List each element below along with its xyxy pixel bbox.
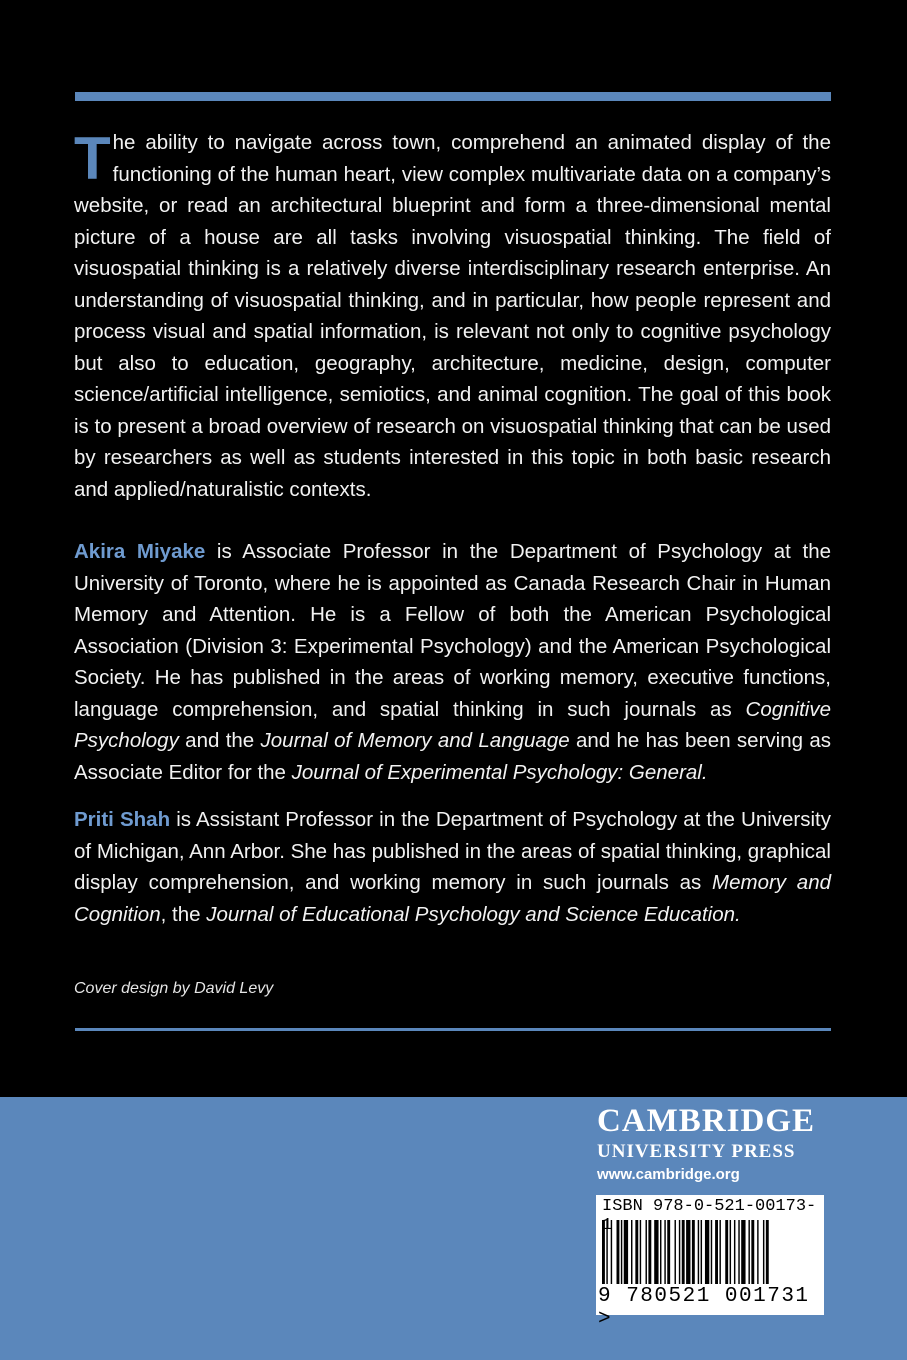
barcode-bar bbox=[705, 1220, 709, 1284]
barcode-bar bbox=[692, 1220, 695, 1284]
barcode-bar bbox=[654, 1220, 658, 1284]
bio-text: and the bbox=[178, 729, 261, 752]
drop-cap: T bbox=[74, 125, 111, 192]
bio-text: is Associate Professor in the Department of Psychology at the University of Toronto, where he is appointed as Canada Research Chair in Human Memory and Attention. He is a Fellow of both the American Psychological Association (Division 3: Experimental Psychology) and the American Psychological Society. He has published in the areas of working memory, executive functions, language comprehension, and spatial thinking in such journals as bbox=[74, 540, 831, 721]
barcode-bar bbox=[611, 1220, 612, 1284]
isbn-label: ISBN 978-0-521-00173-1 bbox=[602, 1197, 817, 1235]
barcode-bar bbox=[701, 1220, 702, 1284]
barcode-bar bbox=[675, 1220, 676, 1284]
barcode-bar bbox=[766, 1220, 769, 1284]
barcode-bar bbox=[725, 1220, 728, 1284]
publisher-url[interactable]: www.cambridge.org bbox=[597, 1166, 740, 1183]
barcode-bar bbox=[751, 1220, 754, 1284]
author-bio-shah bbox=[74, 804, 831, 930]
publisher-press: UNIVERSITY PRESS bbox=[597, 1141, 796, 1162]
publisher-logo bbox=[597, 1103, 815, 1183]
author-name: Priti Shah bbox=[74, 808, 171, 831]
publisher-name: CAMBRIDGE bbox=[597, 1103, 816, 1139]
barcode-bar bbox=[763, 1220, 764, 1284]
barcode-bar bbox=[621, 1220, 622, 1284]
barcode-bar bbox=[617, 1220, 620, 1284]
barcode-bar bbox=[757, 1220, 758, 1284]
bio-text: is Assistant Professor in the Department of Psychology at the University of Michigan, Ann Arbor. She has published in the areas of spatial thinking, graphical display comprehension, and working memory in such journals as bbox=[74, 808, 831, 894]
isbn-barcode bbox=[596, 1195, 824, 1331]
barcode-bar bbox=[624, 1220, 628, 1284]
barcode-bar bbox=[635, 1220, 638, 1284]
barcode-bar bbox=[606, 1220, 607, 1284]
barcode-bar bbox=[679, 1220, 680, 1284]
barcode-bars bbox=[602, 1220, 818, 1284]
top-accent-rule bbox=[75, 92, 831, 101]
barcode-bar bbox=[640, 1220, 641, 1284]
blurb-text: he ability to navigate across town, comprehend an animated display of the functioning of the human heart, view complex multivariate data on a company’s website, or read an architectural blueprint and form a three-dimensional mental picture of a house are all tasks involving visuospatial thinking. The field of visuospatial thinking is a relatively diverse interdisciplinary research enterprise. An understanding of visuospatial thinking, and in particular, how people represent and process visual and spatial information, is relevant not only to cognitive psychology but also to education, geography, architecture, medicine, design, computer science/artificial intelligence, semiotics, and animal cognition. The goal of this book is to present a broad overview of research on visuospatial thinking that can be used by researchers as well as students interested in this topic in both basic research and applied/naturalistic contexts. bbox=[74, 131, 831, 501]
barcode-bar bbox=[602, 1220, 605, 1284]
barcode-bar bbox=[711, 1220, 712, 1284]
barcode-bar bbox=[698, 1220, 699, 1284]
journal-title: Journal of Educational Psychology and Science Education. bbox=[206, 902, 741, 926]
barcode-bar bbox=[734, 1220, 735, 1284]
barcode-bar bbox=[631, 1220, 632, 1284]
barcode-bar bbox=[741, 1220, 745, 1284]
barcode-bar bbox=[730, 1220, 731, 1284]
barcode-digits: 9 780521 001731 > bbox=[598, 1285, 810, 1331]
journal-title: Journal of Experimental Psychology: General. bbox=[291, 760, 708, 784]
barcode-bar bbox=[660, 1220, 661, 1284]
journal-title: Cognitive Psychology bbox=[74, 697, 831, 752]
barcode-bar bbox=[738, 1220, 739, 1284]
barcode-bar bbox=[648, 1220, 651, 1284]
bottom-accent-rule bbox=[75, 1028, 831, 1031]
bio-text: , the bbox=[160, 902, 207, 926]
barcode-bar bbox=[748, 1220, 749, 1284]
author-bio-miyake bbox=[74, 536, 831, 788]
barcode-bar bbox=[715, 1220, 718, 1284]
barcode-bar bbox=[646, 1220, 647, 1284]
author-name: Akira Miyake bbox=[74, 540, 206, 563]
journal-title: Memory and Cognition bbox=[74, 871, 832, 926]
barcode-bar bbox=[682, 1220, 685, 1284]
barcode-bar bbox=[667, 1220, 670, 1284]
journal-title: Journal of Memory and Language bbox=[260, 729, 570, 752]
barcode-bar bbox=[686, 1220, 690, 1284]
book-blurb bbox=[74, 127, 831, 505]
bio-text: and he has been serving as Associate Editor for the bbox=[74, 729, 831, 784]
cover-design-credit: Cover design by David Levy bbox=[74, 980, 274, 997]
barcode-bar bbox=[664, 1220, 665, 1284]
barcode-bar bbox=[719, 1220, 720, 1284]
